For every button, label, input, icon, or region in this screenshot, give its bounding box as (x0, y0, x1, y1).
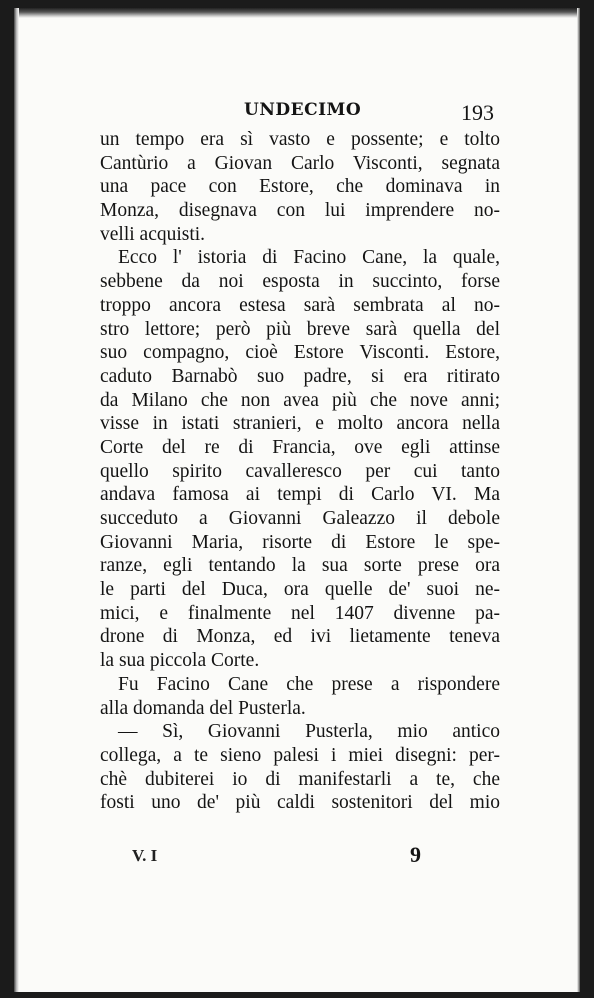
page-number: 193 (461, 100, 494, 125)
page-top-shadow (14, 8, 580, 18)
text-line: Fu Facino Cane che prese a rispondere (118, 673, 500, 695)
text-line: sebbene da noi esposta in succinto, forse (100, 271, 500, 293)
page-left-shadow (14, 8, 19, 992)
text-line: Giovanni Maria, risorte di Estore le spe- (100, 531, 500, 553)
text-line: collega, a te sieno palesi i miei disegni: per- (100, 744, 500, 766)
text-line: visse in istati stranieri, e molto ancora nella (100, 413, 500, 435)
running-head: UNDECIMO (244, 100, 362, 120)
text-line: — Sì, Giovanni Pusterla, mio antico (118, 721, 500, 743)
text-line: un tempo era sì vasto e possente; e tolto (100, 129, 500, 150)
page-right-shadow (577, 8, 580, 992)
text-line: ranze, egli tentando la sua sorte prese ora (100, 555, 500, 577)
text-line: Monza, disegnava con lui imprendere no- (100, 200, 500, 222)
text-line: da Milano che non avea più che nove anni; (100, 389, 500, 411)
book-page (14, 8, 580, 992)
text-line: alla domanda del Pusterla. (100, 697, 306, 719)
text-line: succeduto a Giovanni Galeazzo il debole (100, 508, 500, 529)
signature-number: 9 (410, 842, 421, 867)
text-line: drone di Monza, ed ivi lietamente teneva (100, 626, 500, 648)
text-line: quello spirito cavalleresco per cui tanto (100, 460, 500, 482)
text-line: le parti del Duca, ora quelle de' suoi ne- (100, 579, 500, 601)
text-line: chè dubiterei io di manifestarli a te, che (100, 768, 500, 790)
text-line: fosti uno de' più caldi sostenitori del mio (100, 792, 500, 814)
body-text (100, 128, 500, 815)
text-line: Corte del re di Francia, ove egli attinse (100, 436, 500, 458)
text-line: una pace con Estore, che dominava in (100, 176, 500, 198)
text-line: stro lettore; però più breve sarà quella del (100, 318, 500, 340)
text-line: Cantùrio a Giovan Carlo Visconti, segnata (100, 152, 500, 174)
text-line: la sua piccola Corte. (100, 650, 260, 672)
text-line: troppo ancora estesa sarà sembrata al no- (100, 294, 500, 316)
signature-mark: V. I (132, 846, 158, 865)
text-line: caduto Barnabò suo padre, si era ritirato (100, 365, 500, 387)
text-line: andava famosa ai tempi di Carlo VI. Ma (100, 484, 500, 506)
text-line: mici, e finalmente nel 1407 divenne pa- (100, 602, 500, 624)
text-line: velli acquisti. (100, 223, 206, 245)
text-line: Ecco l' istoria di Facino Cane, la quale, (118, 247, 500, 269)
text-line: suo compagno, cioè Estore Visconti. Estore, (100, 342, 500, 364)
